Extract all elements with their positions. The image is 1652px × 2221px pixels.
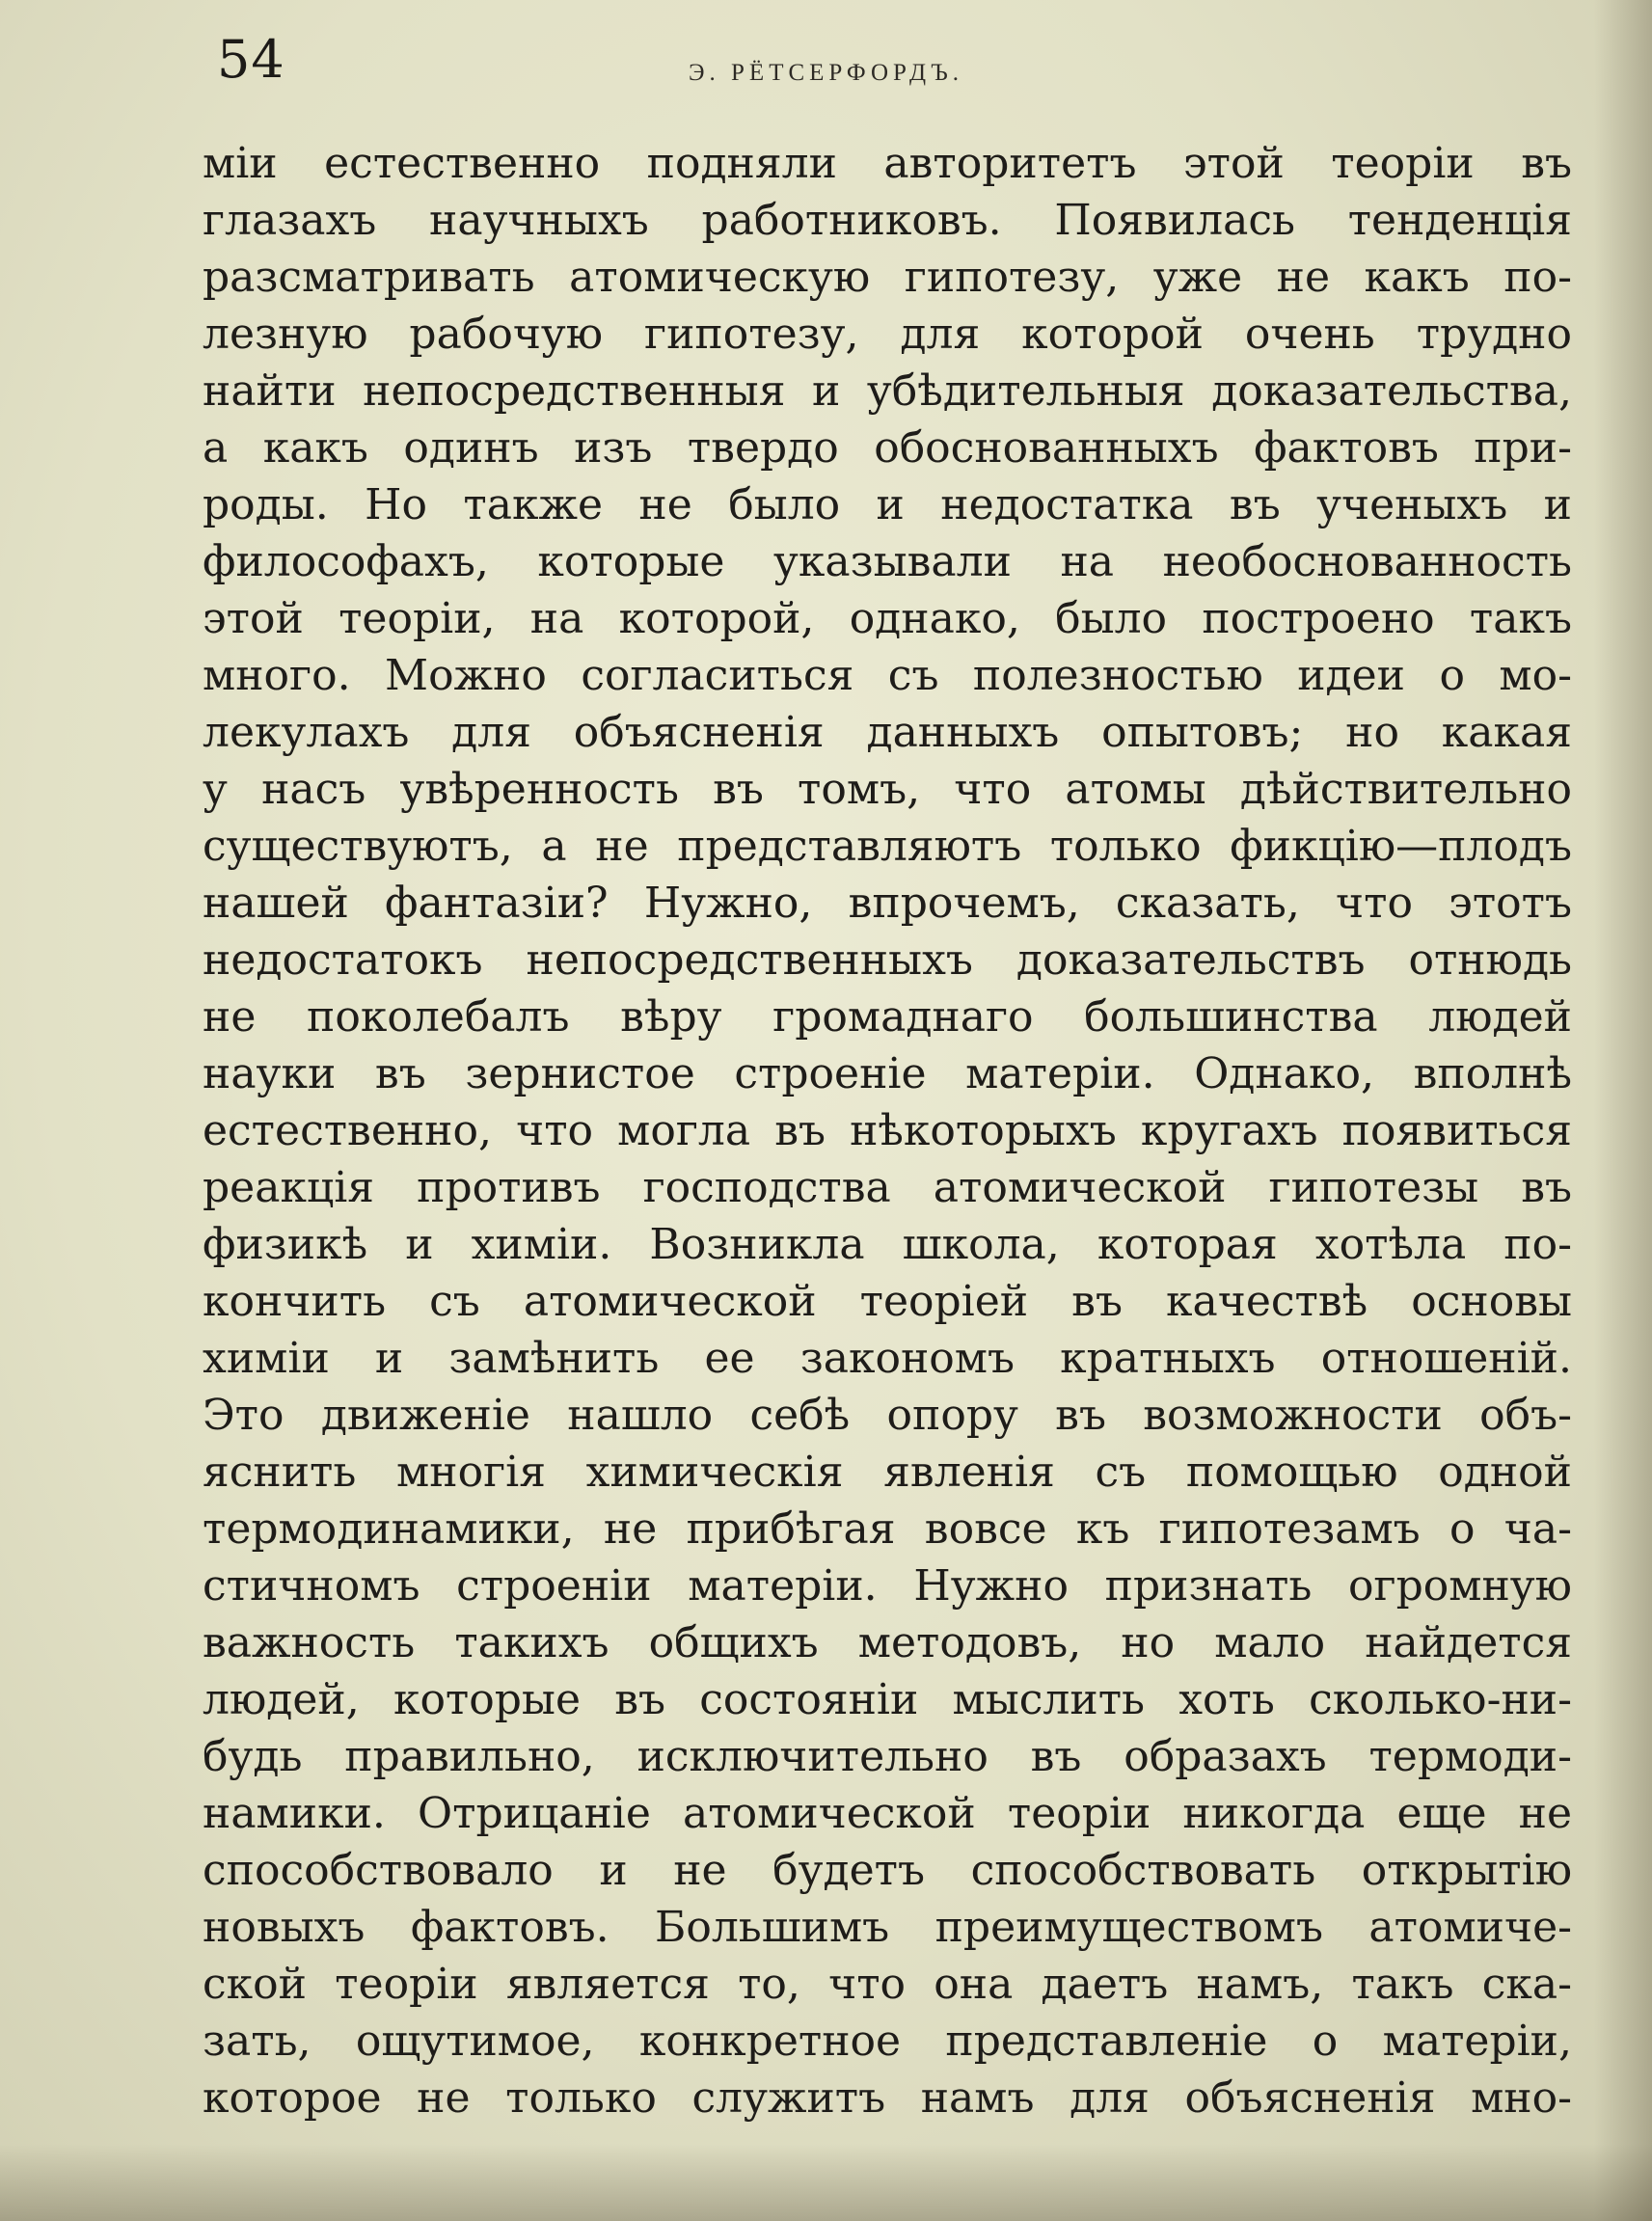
text-line: найти непосредственныя и убѣдительныя доказательства,	[203, 366, 1572, 416]
text-line: много. Можно согласиться съ полезностью идеи о мо-	[203, 651, 1572, 700]
body-text	[203, 135, 1572, 2126]
text-line: у насъ увѣренность въ томъ, что атомы дѣйствительно	[203, 765, 1572, 814]
text-line: науки въ зернистое строеніе матеріи. Однако, вполнѣ	[203, 1049, 1572, 1098]
text-line: нашей фантазіи? Нужно, впрочемъ, сказать, что этотъ	[203, 879, 1572, 928]
running-head: Э. РЁТСЕРФОРДЪ.	[689, 60, 963, 86]
text-line: которое не только служитъ намъ для объясненія мно-	[203, 2073, 1572, 2123]
text-line: естественно, что могла въ нѣкоторыхъ кругахъ появиться	[203, 1106, 1572, 1155]
text-line: физикѣ и химіи. Возникла школа, которая хотѣла по-	[203, 1220, 1572, 1269]
page-header	[0, 21, 1652, 108]
page-bottom-shadow	[0, 2144, 1652, 2221]
text-line: роды. Но также не было и недостатка въ ученыхъ и	[203, 480, 1572, 529]
text-line: недостатокъ непосредственныхъ доказательствъ отнюдь	[203, 935, 1572, 985]
text-line: ской теоріи является то, что она даетъ намъ, такъ ска-	[203, 1960, 1572, 2009]
text-line: намики. Отрицаніе атомической теоріи никогда еще не	[203, 1789, 1572, 1838]
text-line: будь правильно, исключительно въ образахъ термоди-	[203, 1732, 1572, 1781]
text-line: химіи и замѣнить ее закономъ кратныхъ отношеній.	[203, 1334, 1572, 1383]
text-line: міи естественно подняли авторитетъ этой теоріи въ	[203, 139, 1572, 188]
text-line: важность такихъ общихъ методовъ, но мало найдется	[203, 1618, 1572, 1667]
text-line: а какъ одинъ изъ твердо обоснованныхъ фактовъ при-	[203, 423, 1572, 473]
text-line: кончить съ атомической теоріей въ качествѣ основы	[203, 1277, 1572, 1326]
text-line: глазахъ научныхъ работниковъ. Появилась тенденція	[203, 196, 1572, 245]
text-line: стичномъ строеніи матеріи. Нужно признать огромную	[203, 1561, 1572, 1611]
text-line: лезную рабочую гипотезу, для которой очень трудно	[203, 310, 1572, 359]
text-line: способствовало и не будетъ способствовать открытію	[203, 1846, 1572, 1895]
text-line: зать, ощутимое, конкретное представленіе о матеріи,	[203, 2017, 1572, 2066]
text-line: не поколебалъ вѣру громаднаго большинства людей	[203, 992, 1572, 1042]
text-line: яснить многія химическія явленія съ помощью одной	[203, 1448, 1572, 1497]
text-line: Это движеніе нашло себѣ опору въ возможности объ-	[203, 1391, 1572, 1440]
text-line: реакція противъ господства атомической гипотезы въ	[203, 1163, 1572, 1212]
page-edge-shadow	[1594, 0, 1652, 2221]
text-line: термодинамики, не прибѣгая вовсе къ гипотезамъ о ча-	[203, 1504, 1572, 1554]
text-line: существуютъ, а не представляютъ только фикцію—плодъ	[203, 822, 1572, 871]
text-line: новыхъ фактовъ. Большимъ преимуществомъ атомиче-	[203, 1903, 1572, 1952]
text-line: людей, которые въ состояніи мыслить хоть сколько-ни-	[203, 1675, 1572, 1724]
text-line: философахъ, которые указывали на необоснованность	[203, 537, 1572, 586]
page-number: 54	[217, 29, 285, 90]
text-line: разсматривать атомическую гипотезу, уже не какъ по-	[203, 253, 1572, 302]
text-line: лекулахъ для объясненія данныхъ опытовъ; но какая	[203, 708, 1572, 757]
text-line: этой теоріи, на которой, однако, было построено такъ	[203, 594, 1572, 643]
